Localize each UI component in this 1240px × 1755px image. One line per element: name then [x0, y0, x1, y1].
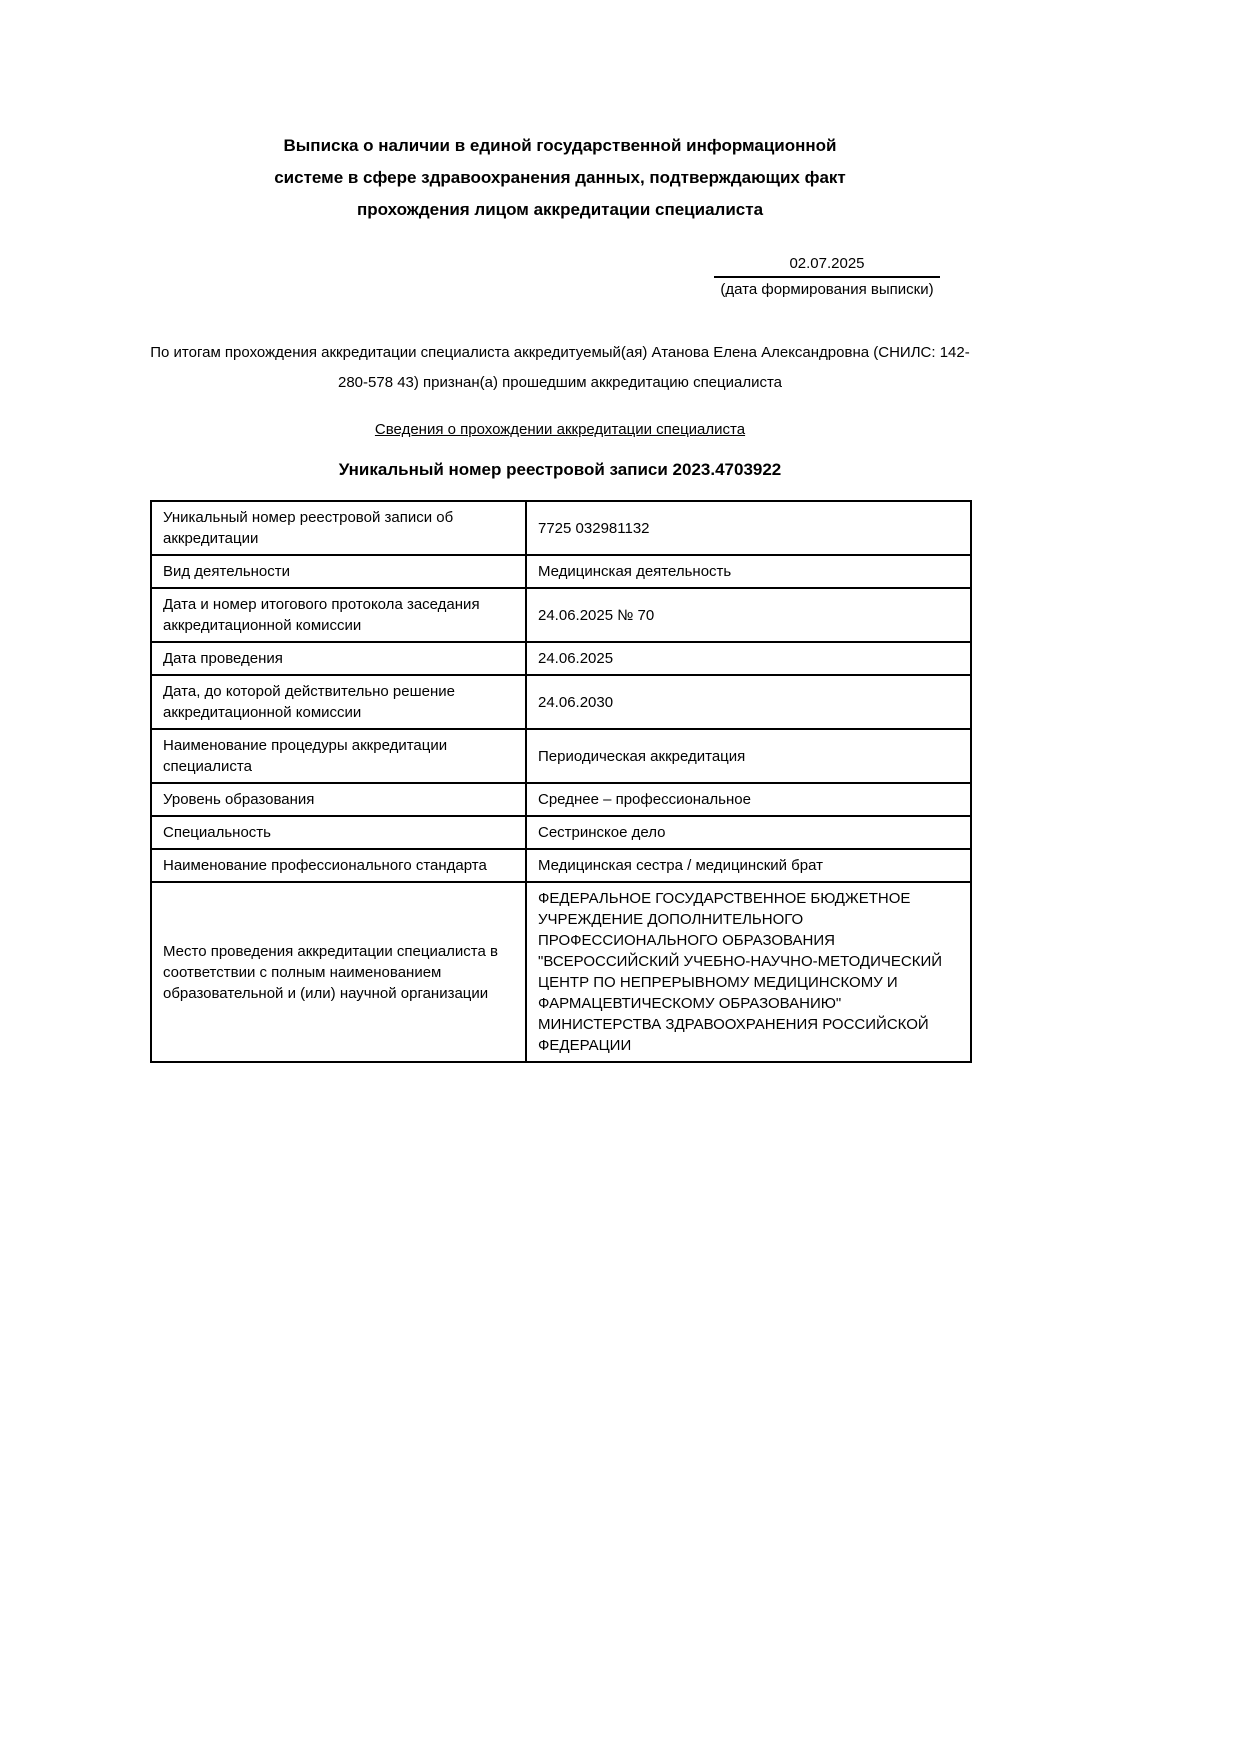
issue-date-block — [714, 254, 940, 300]
table-row — [151, 588, 971, 642]
table-row — [151, 849, 971, 882]
document-title-line: Выписка о наличии в единой государственной информационной — [283, 136, 837, 155]
row-value: ФЕДЕРАЛЬНОЕ ГОСУДАРСТВЕННОЕ БЮДЖЕТНОЕ УЧРЕЖДЕНИЕ ДОПОЛНИТЕЛЬНОГО ПРОФЕССИОНАЛЬНОГО ОБРАЗОВАНИЯ "ВСЕРОССИЙСКИЙ УЧЕБНО-НАУЧНО-МЕТОДИЧЕСКИЙ ЦЕНТР ПО НЕПРЕРЫВНОМУ МЕДИЦИНСКОМУ И ФАРМАЦЕВТИЧЕСКОМУ ОБРАЗОВАНИЮ" МИНИСТЕРСТВА ЗДРАВООХРАНЕНИЯ РОССИЙСКОЙ ФЕДЕРАЦИИ — [526, 882, 971, 1062]
registry-number-heading: Уникальный номер реестровой записи 2023.4703922 — [338, 460, 782, 479]
document-title — [150, 130, 970, 226]
accreditation-table — [150, 500, 972, 1063]
row-value: Сестринское дело — [526, 816, 971, 849]
row-value: Медицинская сестра / медицинский брат — [526, 849, 971, 882]
table-row — [151, 555, 971, 588]
row-label: Наименование процедуры аккредитации специалиста — [151, 729, 526, 783]
row-label: Дата проведения — [151, 642, 526, 675]
row-value: Медицинская деятельность — [526, 555, 971, 588]
intro-paragraph: По итогам прохождения аккредитации специалиста аккредитуемый(ая) Атанова Елена Александровна (СНИЛС: 142-280-578 43) признан(а) прошедшим аккредитацию специалиста — [150, 344, 970, 391]
row-value: 7725 032981132 — [526, 501, 971, 555]
document-content — [150, 0, 970, 1063]
table-row — [151, 783, 971, 816]
row-value: 24.06.2030 — [526, 675, 971, 729]
table-row — [151, 675, 971, 729]
row-value: Периодическая аккредитация — [526, 729, 971, 783]
table-row — [151, 729, 971, 783]
section-heading: Сведения о прохождении аккредитации специалиста — [374, 421, 746, 438]
row-value: 24.06.2025 — [526, 642, 971, 675]
row-label: Дата, до которой действительно решение аккредитационной комиссии — [151, 675, 526, 729]
table-row — [151, 816, 971, 849]
row-value: 24.06.2025 № 70 — [526, 588, 971, 642]
document-title-line: системе в сфере здравоохранения данных, подтверждающих факт — [274, 168, 846, 187]
row-label: Вид деятельности — [151, 555, 526, 588]
row-label: Место проведения аккредитации специалиста в соответствии с полным наименованием образовательной и (или) научной организации — [151, 882, 526, 1062]
table-row — [151, 882, 971, 1062]
table-row — [151, 642, 971, 675]
row-label: Наименование профессионального стандарта — [151, 849, 526, 882]
row-label: Дата и номер итогового протокола заседания аккредитационной комиссии — [151, 588, 526, 642]
row-label: Специальность — [151, 816, 526, 849]
issue-date-value: 02.07.2025 — [714, 254, 940, 278]
issue-date-caption: (дата формирования выписки) — [720, 281, 934, 298]
document-title-line: прохождения лицом аккредитации специалиста — [356, 200, 764, 219]
row-label: Уникальный номер реестровой записи об аккредитации — [151, 501, 526, 555]
row-value: Среднее – профессиональное — [526, 783, 971, 816]
row-label: Уровень образования — [151, 783, 526, 816]
table-row — [151, 501, 971, 555]
